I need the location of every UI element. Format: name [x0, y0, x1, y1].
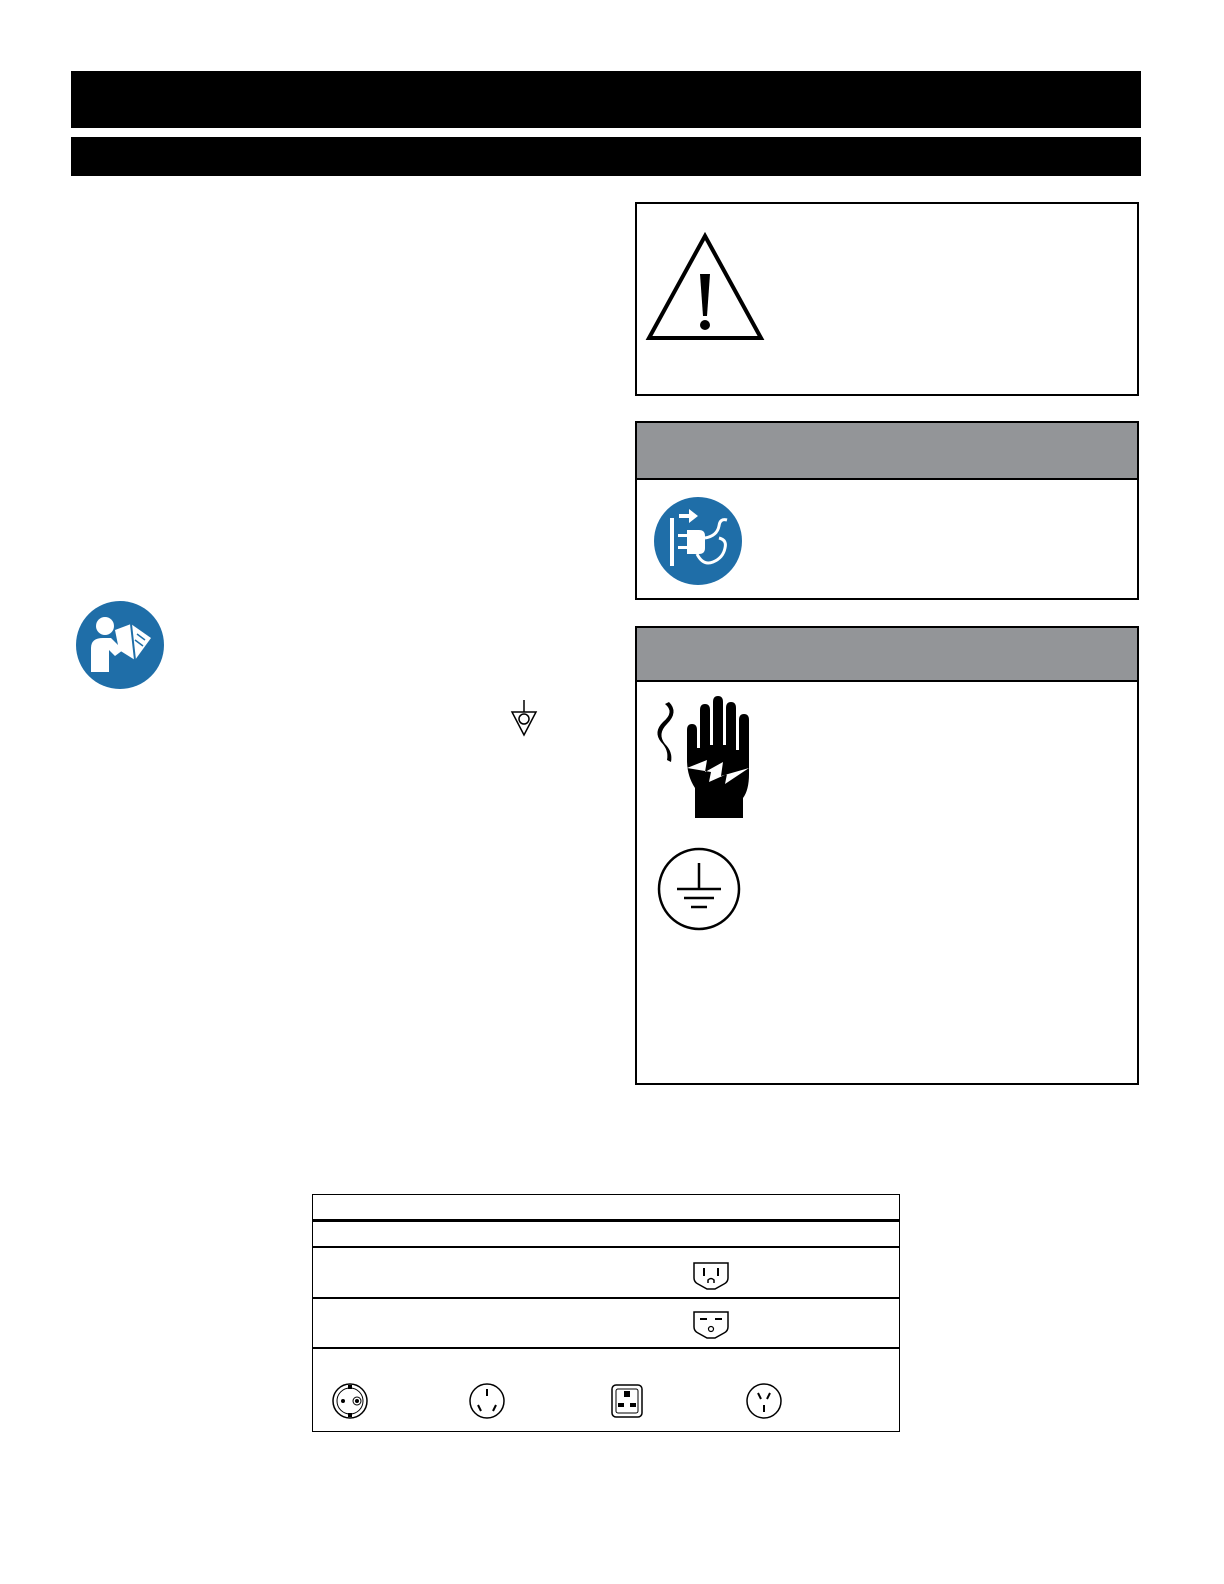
disconnect-notice-box [635, 421, 1139, 600]
read-manual-icon [75, 600, 165, 690]
disconnect-notice-header [637, 423, 1137, 480]
disconnect-plug-icon [653, 496, 743, 586]
subtitle-bar [71, 137, 1141, 176]
table-header-rule [313, 1219, 899, 1222]
au-outlet-icon [744, 1381, 784, 1421]
outlet-table [312, 1194, 900, 1432]
shock-hazard-header [637, 628, 1137, 682]
table-row-divider [313, 1347, 899, 1349]
table-row-divider [313, 1246, 899, 1248]
schuko-outlet-icon [330, 1381, 370, 1421]
us-15a-outlet-icon [691, 1260, 731, 1292]
us-20a-outlet-icon [691, 1309, 731, 1341]
warning-triangle-icon [645, 232, 765, 344]
twist-lock-outlet-icon [467, 1381, 507, 1421]
protective-earth-icon [657, 847, 741, 931]
warning-box [635, 202, 1139, 396]
table-row-divider [313, 1297, 899, 1299]
electric-shock-hand-icon [645, 690, 765, 822]
uk-outlet-icon [607, 1381, 647, 1421]
title-bar [71, 71, 1141, 128]
shock-hazard-box [635, 626, 1139, 1085]
equipotential-icon [510, 700, 538, 738]
